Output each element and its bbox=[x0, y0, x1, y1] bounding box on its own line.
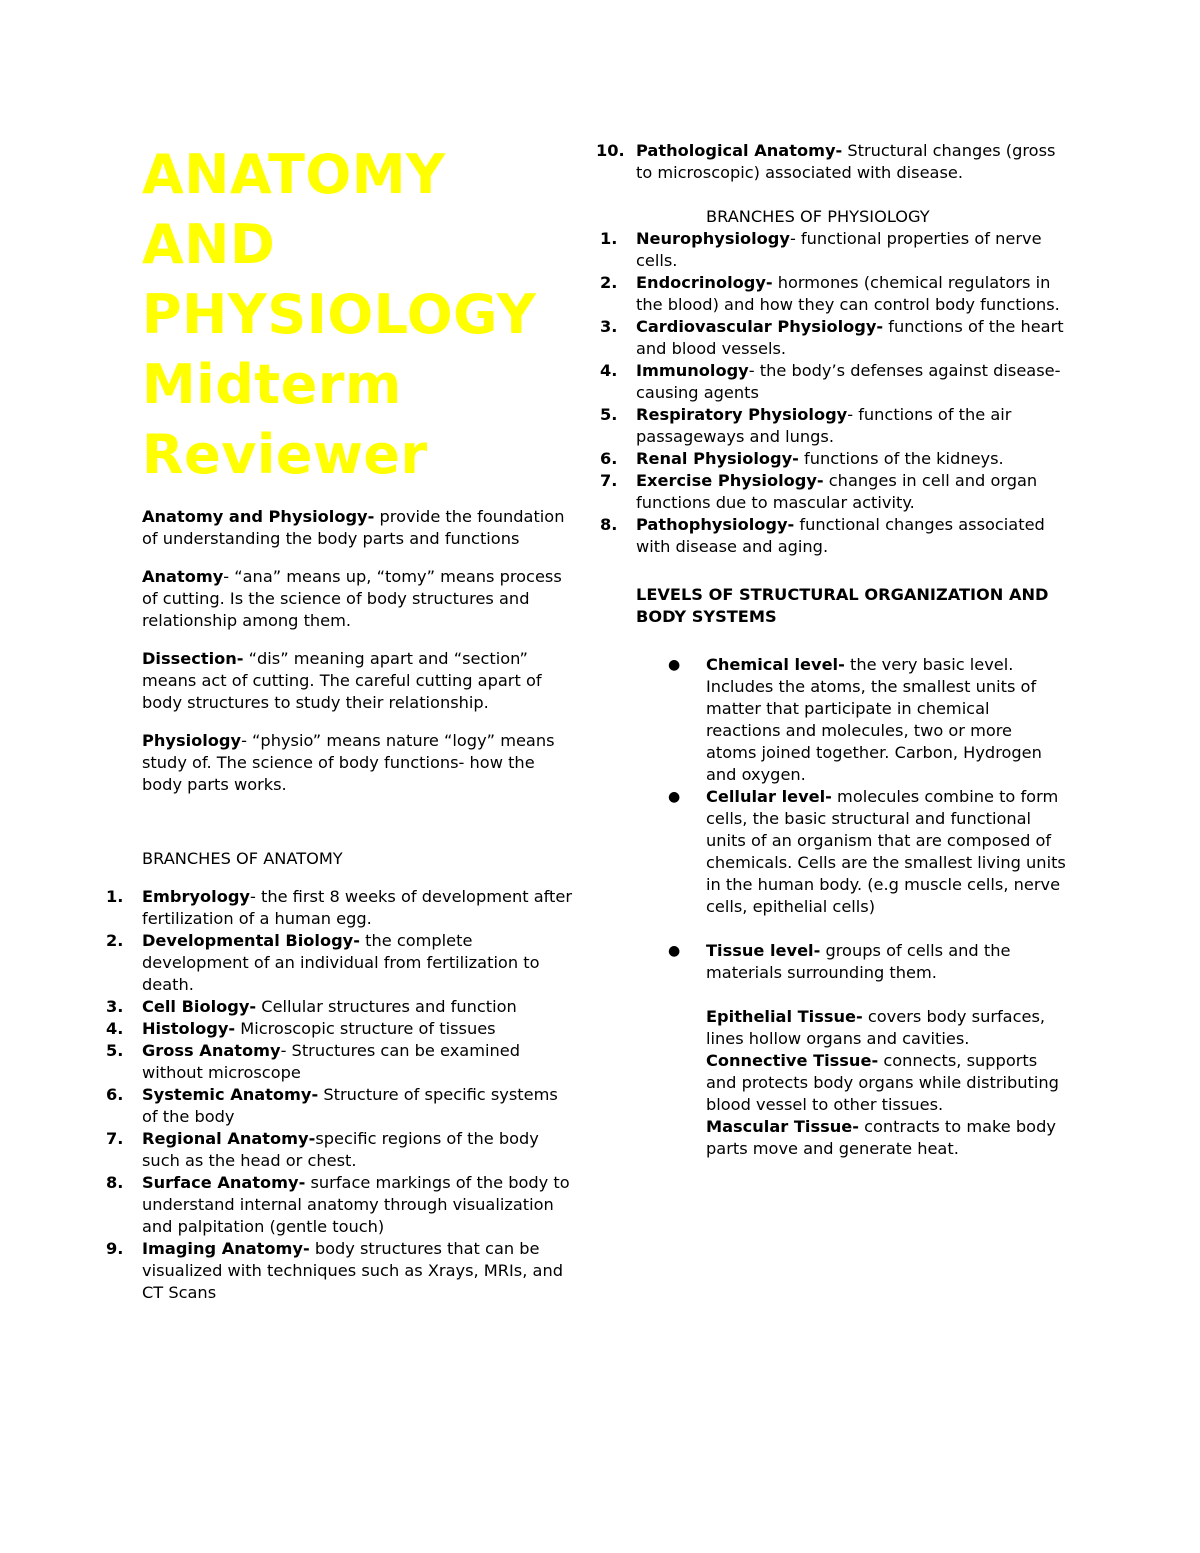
definition-dissection: Dissection- “dis” meaning apart and “section” means act of cutting. The careful cutting apart of body structures to study their relationship. bbox=[142, 649, 542, 712]
title-line: PHYSIOLOGY bbox=[142, 283, 537, 346]
bullet-icon: ● bbox=[668, 789, 681, 805]
list-item: 5. Gross Anatomy- Structures can be examined without microscope bbox=[106, 1041, 520, 1082]
title-line: ANATOMY bbox=[142, 143, 446, 206]
physiology-branches-list bbox=[600, 228, 1066, 558]
tissue-connective: Connective Tissue- connects, supports and protects body organs while distributing blood vessel to other tissues. bbox=[706, 1051, 1059, 1114]
list-item: ● Chemical level- the very basic level. Includes the atoms, the smallest units of matter that participate in chemical reactions and molecules, two or more atoms joined together. Carbon, Hydrogen and oxygen. bbox=[668, 655, 1042, 784]
list-item: 8. Pathophysiology- functional changes associated with disease and aging. bbox=[600, 515, 1045, 556]
list-item: 6. Systemic Anatomy- Structure of specific systems of the body bbox=[106, 1085, 558, 1126]
list-item: 7. Regional Anatomy-specific regions of the body such as the head or chest. bbox=[106, 1129, 539, 1170]
tissue-mascular: Mascular Tissue- contracts to make body parts move and generate heat. bbox=[706, 1117, 1056, 1158]
physiology-branches-heading: BRANCHES OF PHYSIOLOGY bbox=[706, 207, 930, 226]
anatomy-branches-list bbox=[106, 886, 572, 1304]
tissue-types bbox=[706, 1006, 1066, 1160]
left-column bbox=[106, 140, 572, 1304]
list-item: ● Tissue level- groups of cells and the materials surrounding them. bbox=[668, 941, 1011, 982]
list-item: 2. Endocrinology- hormones (chemical regulators in the blood) and how they can control body functions. bbox=[600, 273, 1060, 314]
list-item: 4. Histology- Microscopic structure of tissues bbox=[106, 1019, 496, 1038]
list-item: 10. Pathological Anatomy- Structural changes (gross to microscopic) associated with disease. bbox=[596, 141, 1056, 182]
list-item: 4. Immunology- the body’s defenses against disease-causing agents bbox=[600, 361, 1061, 402]
document-title bbox=[142, 140, 572, 490]
definition-anatomy: Anatomy- “ana” means up, “tomy” means process of cutting. Is the science of body structures and relationship among them. bbox=[142, 567, 562, 630]
anatomy-branches-continued bbox=[596, 140, 1066, 184]
tissue-epithelial: Epithelial Tissue- covers body surfaces, lines hollow organs and cavities. bbox=[706, 1007, 1046, 1048]
definition-physiology: Physiology- “physio” means nature “logy” means study of. The science of body functions- how the body parts works. bbox=[142, 731, 555, 794]
title-line: AND bbox=[142, 213, 276, 276]
definition-anatomy-physiology: Anatomy and Physiology- provide the foundation of understanding the body parts and functions bbox=[142, 507, 565, 548]
levels-heading: LEVELS OF STRUCTURAL ORGANIZATION AND BODY SYSTEMS bbox=[636, 585, 1049, 626]
list-item: 6. Renal Physiology- functions of the kidneys. bbox=[600, 449, 1004, 468]
list-item: 9. Imaging Anatomy- body structures that can be visualized with techniques such as Xrays, MRIs, and CT Scans bbox=[106, 1239, 563, 1302]
list-item: 3. Cardiovascular Physiology- functions of the heart and blood vessels. bbox=[600, 317, 1064, 358]
levels-list bbox=[668, 654, 1066, 984]
list-item: ● Cellular level- molecules combine to form cells, the basic structural and functional units of an organism that are composed of chemicals. Cells are the smallest living units in the human body. (e.g muscle cells, nerve cells, epithelial cells) bbox=[668, 787, 1066, 916]
list-item: 3. Cell Biology- Cellular structures and function bbox=[106, 997, 517, 1016]
list-item: 1. Neurophysiology- functional properties of nerve cells. bbox=[600, 229, 1042, 270]
list-item: 1. Embryology- the first 8 weeks of development after fertilization of a human egg. bbox=[106, 887, 572, 928]
bullet-icon: ● bbox=[668, 657, 681, 673]
list-item: 5. Respiratory Physiology- functions of the air passageways and lungs. bbox=[600, 405, 1012, 446]
title-line: Reviewer bbox=[142, 423, 428, 486]
right-column bbox=[596, 140, 1066, 1160]
anatomy-branches-heading: BRANCHES OF ANATOMY bbox=[142, 849, 343, 868]
list-item: 2. Developmental Biology- the complete development of an individual from fertilization to death. bbox=[106, 931, 540, 994]
list-item: 8. Surface Anatomy- surface markings of the body to understand internal anatomy through visualization and palpitation (gentle touch) bbox=[106, 1173, 570, 1236]
title-line: Midterm bbox=[142, 353, 402, 416]
bullet-icon: ● bbox=[668, 943, 681, 959]
list-item: 7. Exercise Physiology- changes in cell and organ functions due to mascular activity. bbox=[600, 471, 1038, 512]
